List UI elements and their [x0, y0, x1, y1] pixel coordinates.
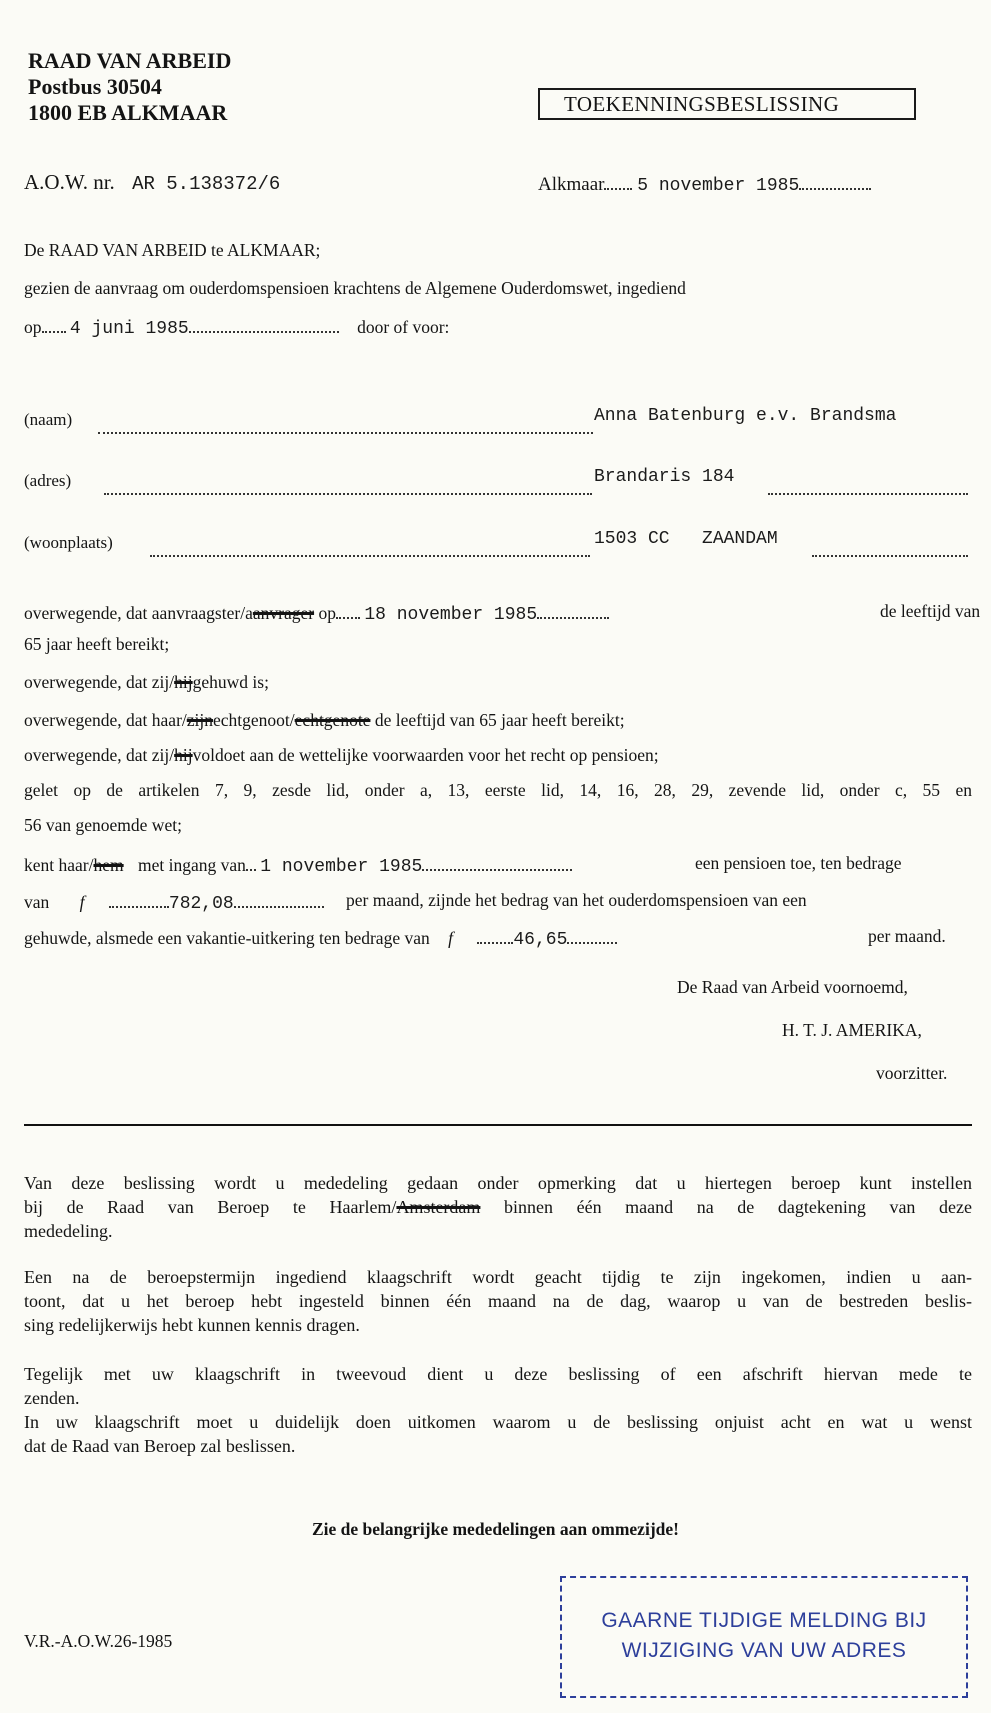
reference-label: A.O.W. nr.	[24, 170, 115, 194]
consideration-conditions: overwegende, dat zij/hijvoldoet aan de wettelijke voorwaarden voor het recht op pensioen;	[24, 745, 659, 765]
amount-line-text: per maand, zijnde het bedrag van het ouderdomspensioen van een	[346, 890, 807, 910]
date-line	[538, 172, 871, 196]
adres-label: (adres)	[24, 471, 72, 490]
divider	[24, 1124, 972, 1126]
reference-line	[24, 170, 280, 195]
document-title: TOEKENNINGSBESLISSING	[538, 88, 916, 120]
struck-text: Amsterdam	[396, 1197, 481, 1217]
appeal-paragraph-1: Van deze beslissing wordt u mededeling gedaan onder opmerking dat u hiertegen beroep kunt instellen bij de Raad van Beroep te Haarlem/Amsterdam binnen één maand na de dagtekening van deze mededeling.	[24, 1173, 972, 1241]
appeal-paragraph-2: Een na de beroepstermijn ingediend klaagschrift wordt geacht tijdig te zijn ingekomen, indien u aan- toont, dat u het beroep hebt ingesteld binnen één maand na de dag, waarop u van de bestreden beslis- sing redelijkerwijs hebt kunnen kennis dragen.	[24, 1267, 972, 1335]
struck-text: zijn	[186, 710, 214, 730]
stamp-line-2: WIJZIGING VAN UW ADRES	[621, 1639, 907, 1662]
holiday-line: gehuwde, alsmede een vakantie-uitkering ten bedrage van f 46,65	[24, 926, 617, 950]
award-toe: een pensioen toe, ten bedrage	[695, 853, 902, 873]
sender-city: 1800 EB ALKMAAR	[28, 100, 228, 125]
consideration-married: overwegende, dat zij/hijgehuwd is;	[24, 672, 269, 692]
notice-overleaf: Zie de belangrijke mededelingen aan ommezijde!	[312, 1519, 679, 1539]
award-line: kent haar/hem met ingang van 1 november 1985	[24, 853, 572, 877]
applicant-address: Brandaris 184	[594, 467, 735, 487]
form-code: V.R.-A.O.W.26-1985	[24, 1631, 173, 1651]
consideration-spouse: overwegende, dat haar/zijnechtgenoot/echtgenote de leeftijd van 65 jaar heeft bereikt;	[24, 710, 625, 730]
consideration-age: overwegende, dat aanvraagster/aanvrager op 18 november 1985	[24, 601, 609, 625]
struck-text: echtgenote	[294, 710, 371, 730]
holiday-tail: per maand.	[868, 926, 946, 946]
start-date: 1 november 1985	[260, 857, 423, 877]
legal-articles-line2: 56 van genoemde wet;	[24, 815, 182, 835]
applicant-city: 1503 CC ZAANDAM	[594, 529, 778, 549]
stamp-line-1: GAARNE TIJDIGE MELDING BIJ	[601, 1609, 927, 1632]
sender-postbus: Postbus 30504	[28, 74, 162, 99]
op-label: op	[24, 317, 42, 337]
consideration-age-line2: 65 jaar heeft bereikt;	[24, 634, 170, 654]
intro-request: gezien de aanvraag om ouderdomspensioen krachtens de Algemene Ouderdomswet, ingediend	[24, 278, 686, 298]
door-label: door of voor:	[357, 317, 450, 337]
address-change-stamp	[560, 1576, 968, 1698]
currency-symbol: f	[79, 892, 85, 912]
signature-name: H. T. J. AMERIKA,	[782, 1020, 922, 1040]
struck-text: hij	[174, 745, 193, 765]
consideration-age-tail: de leeftijd van	[880, 601, 981, 621]
naam-label: (naam)	[24, 410, 73, 429]
signature-title: voorzitter.	[876, 1063, 948, 1083]
pension-amount: 782,08	[168, 894, 234, 914]
intro-council: De RAAD VAN ARBEID te ALKMAAR;	[24, 240, 321, 260]
intro-date-line	[24, 315, 449, 339]
legal-articles: gelet op de artikelen 7, 9, zesde lid, onder a, 13, eerste lid, 14, 16, 28, 29, zevende lid, onder c, 55 en	[24, 780, 972, 800]
struck-text: hem	[93, 855, 124, 875]
request-date: 4 juni 1985	[69, 319, 189, 339]
date-value: 5 november 1985	[637, 176, 800, 196]
sender-name: RAAD VAN ARBEID	[28, 48, 232, 73]
struck-text: anvrager	[252, 603, 315, 623]
sender-address	[28, 48, 231, 126]
appeal-paragraph-3: Tegelijk met uw klaagschrift in tweevoud dient u deze beslissing of een afschrift hiervan mede te zenden. In uw klaagschrift moet u duidelijk doen uitkomen waarom u de beslissing onjuist acht en wat u wenst dat de Raad van Beroep zal beslissen.	[24, 1364, 972, 1456]
age-date: 18 november 1985	[364, 605, 538, 625]
date-place: Alkmaar	[538, 174, 605, 195]
holiday-amount: 46,65	[513, 930, 568, 950]
amount-line: van f 782,08	[24, 890, 324, 914]
reference-number: AR 5.138372/6	[132, 173, 281, 195]
struck-text: hij	[174, 672, 193, 692]
signature-council: De Raad van Arbeid voornoemd,	[677, 977, 908, 997]
woonplaats-label: (woonplaats)	[24, 533, 113, 552]
applicant-name: Anna Batenburg e.v. Brandsma	[594, 406, 897, 426]
